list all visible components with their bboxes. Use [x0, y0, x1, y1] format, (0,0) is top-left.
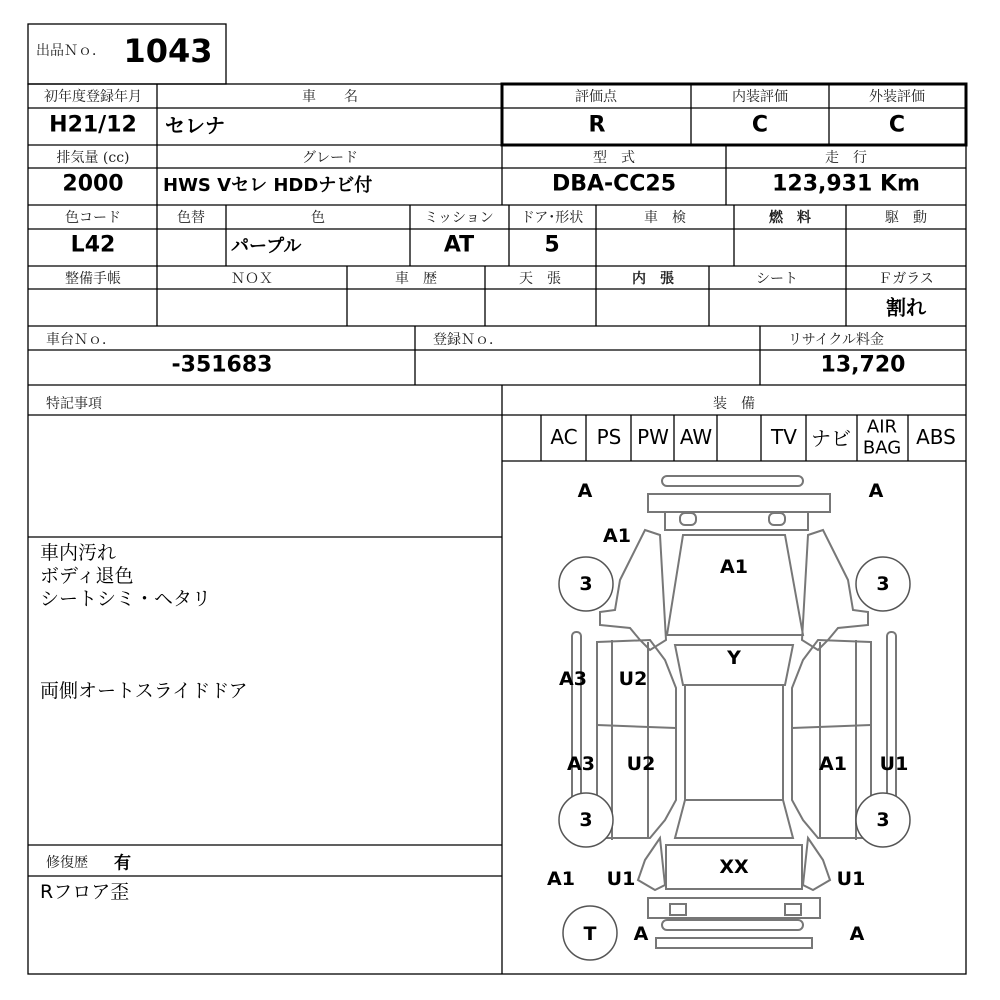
door-value: 5 — [544, 232, 560, 258]
equipment-tv: TV — [771, 425, 797, 449]
damage-mark: Y — [727, 647, 741, 669]
equipment-ps: PS — [596, 425, 622, 449]
chassis-value: -351683 — [171, 352, 273, 378]
damage-mark: A3 — [559, 668, 587, 690]
damage-mark: A1 — [547, 868, 575, 890]
score-value: R — [588, 112, 606, 138]
equipment-navi: ナビ — [811, 426, 851, 451]
fuel-label: 燃 料 — [769, 210, 811, 226]
displacement-value: 2000 — [62, 171, 124, 197]
damage-mark: 3 — [876, 809, 890, 831]
damage-mark: A1 — [720, 556, 748, 578]
damage-mark: A3 — [567, 753, 595, 775]
grade-label: グレード — [302, 150, 358, 166]
damage-mark: U1 — [606, 868, 636, 890]
equipment-pw: PW — [637, 425, 669, 449]
recycle-label: リサイクル料金 — [787, 332, 885, 348]
grade-value: HWS Vセレ HDDナビ付 — [163, 175, 373, 196]
note-line: シートシミ・ヘタリ — [40, 588, 212, 610]
history-label: 車 歴 — [395, 271, 437, 287]
reg-no-label: 登録Ｎｏ． — [433, 332, 503, 348]
f-glass-value: 割れ — [886, 295, 926, 320]
damage-mark: U1 — [879, 753, 909, 775]
mileage-value: 123,931 Km — [772, 171, 920, 197]
car-name-value: セレナ — [165, 113, 225, 138]
score-label: 評価点 — [575, 89, 617, 105]
door-label: ドア･形状 — [520, 210, 584, 226]
damage-mark: A — [633, 923, 649, 945]
damage-mark: A1 — [819, 753, 847, 775]
damage-mark: A — [868, 480, 884, 502]
color-code-value: L42 — [70, 232, 116, 258]
mission-value: AT — [443, 232, 475, 258]
interior-label: 内装評価 — [732, 89, 788, 105]
damage-mark: A — [849, 923, 865, 945]
exterior-label: 外装評価 — [869, 89, 925, 105]
mission-label: ミッション — [424, 210, 494, 226]
damage-mark: 3 — [579, 573, 593, 595]
inspection-label: 車 検 — [644, 210, 686, 226]
damage-mark: U2 — [618, 668, 648, 690]
nox-label: ＮＯＸ — [231, 271, 273, 287]
equipment-bag: BAG — [862, 437, 902, 459]
remarks-label: 特記事項 — [46, 396, 102, 412]
damage-mark: U2 — [626, 753, 656, 775]
lot-label: 出品Ｎｏ． — [36, 43, 106, 59]
damage-mark: T — [583, 923, 597, 945]
equipment-ac: AC — [550, 425, 578, 449]
repair-label: 修復歴 — [46, 855, 88, 871]
repair-note: Rフロア歪 — [40, 881, 130, 903]
mileage-label: 走 行 — [825, 150, 867, 166]
lot-number: 1043 — [123, 32, 213, 70]
note-line: 車内汚れ — [40, 542, 117, 564]
car-name-label: 車 名 — [302, 89, 358, 105]
inner-roof-label: 内 張 — [632, 271, 674, 287]
color-value: パープル — [231, 236, 302, 257]
damage-mark: A1 — [603, 525, 631, 547]
exterior-value: C — [888, 112, 906, 138]
drive-label: 駆 動 — [885, 210, 927, 226]
color-code-label: 色コード — [65, 210, 121, 226]
damage-mark: 3 — [876, 573, 890, 595]
equipment-label: 装 備 — [713, 396, 755, 412]
damage-mark: XX — [719, 856, 749, 878]
first-reg-value: H21/12 — [49, 112, 137, 138]
model-value: DBA-CC25 — [551, 171, 677, 197]
interior-value: C — [751, 112, 769, 138]
chassis-label: 車台Ｎｏ． — [46, 332, 116, 348]
equipment-air: AIR — [866, 416, 898, 438]
first-reg-label: 初年度登録年月 — [44, 89, 142, 105]
seat-label: シート — [756, 271, 798, 287]
model-label: 型 式 — [593, 150, 635, 166]
displacement-label: 排気量 (cc) — [56, 150, 130, 166]
color-change-label: 色替 — [177, 210, 205, 226]
f-glass-label: Ｆガラス — [878, 271, 934, 287]
maintenance-label: 整備手帳 — [65, 271, 121, 287]
damage-mark: U1 — [836, 868, 866, 890]
sunroof-label: 天 張 — [519, 271, 561, 287]
color-label: 色 — [311, 210, 325, 226]
repair-value: 有 — [114, 853, 131, 874]
note-line: ボディ退色 — [40, 565, 134, 587]
recycle-value: 13,720 — [820, 352, 906, 378]
equipment-abs: ABS — [916, 425, 956, 449]
note-line: 両側オートスライドドア — [40, 680, 248, 702]
damage-mark: A — [577, 480, 593, 502]
damage-mark: 3 — [579, 809, 593, 831]
equipment-aw: AW — [679, 425, 713, 449]
